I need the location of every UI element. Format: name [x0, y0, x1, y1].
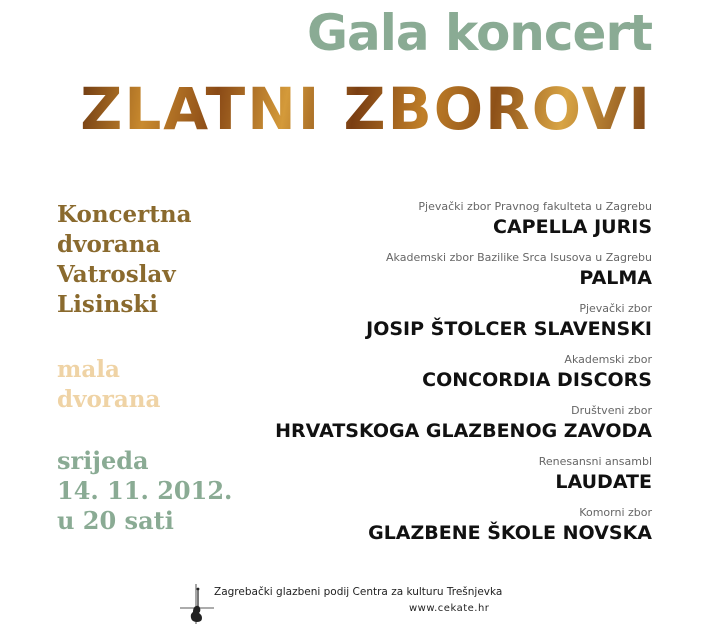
venue-line: Koncertna [57, 201, 192, 228]
title-zlatni-zborovi: ZLATNI ZBOROVI [80, 75, 652, 143]
footer-organizer: Zagrebački glazbeni podij Centra za kulturu Trešnjevka [214, 586, 503, 598]
footer [180, 582, 520, 622]
date-line: srijeda [57, 446, 149, 475]
choir-item [232, 302, 652, 353]
choir-item [232, 455, 652, 506]
choir-label: Renesansni ansambl [538, 455, 652, 468]
choir-name: JOSIP ŠTOLCER SLAVENSKI [366, 318, 652, 340]
footer-url[interactable]: www.cekate.hr [409, 603, 490, 614]
choir-name: LAUDATE [555, 471, 652, 493]
choir-label: Akademski zbor [564, 353, 652, 366]
venue-line: Lisinski [57, 291, 158, 318]
choir-item [232, 404, 652, 455]
date-line: u 20 sati [57, 506, 174, 535]
title-gala: Gala koncert [306, 4, 652, 62]
choir-name: PALMA [579, 267, 652, 289]
choir-name: CONCORDIA DISCORS [422, 369, 652, 391]
hall-line: mala [57, 356, 120, 383]
choir-name: CAPELLA JURIS [493, 216, 652, 238]
choir-label: Društveni zbor [571, 404, 652, 417]
date-line: 14. 11. 2012. [57, 476, 233, 505]
choir-label: Akademski zbor Bazilike Srca Isusova u Zagrebu [386, 251, 652, 264]
choir-label: Pjevački zbor Pravnog fakulteta u Zagrebu [418, 200, 652, 213]
choir-name: GLAZBENE ŠKOLE NOVSKA [368, 522, 652, 544]
choir-item [232, 251, 652, 302]
choir-label: Pjevački zbor [579, 302, 652, 315]
choir-item [232, 353, 652, 404]
choir-name: HRVATSKOGA GLAZBENOG ZAVODA [275, 420, 652, 442]
choir-item [232, 200, 652, 251]
event-info [57, 200, 257, 536]
choir-label: Komorni zbor [579, 506, 652, 519]
venue-line: Vatroslav [57, 261, 176, 288]
hall-line: dvorana [57, 386, 161, 413]
choir-list [232, 200, 652, 557]
choir-item [232, 506, 652, 557]
venue-line: dvorana [57, 231, 161, 258]
